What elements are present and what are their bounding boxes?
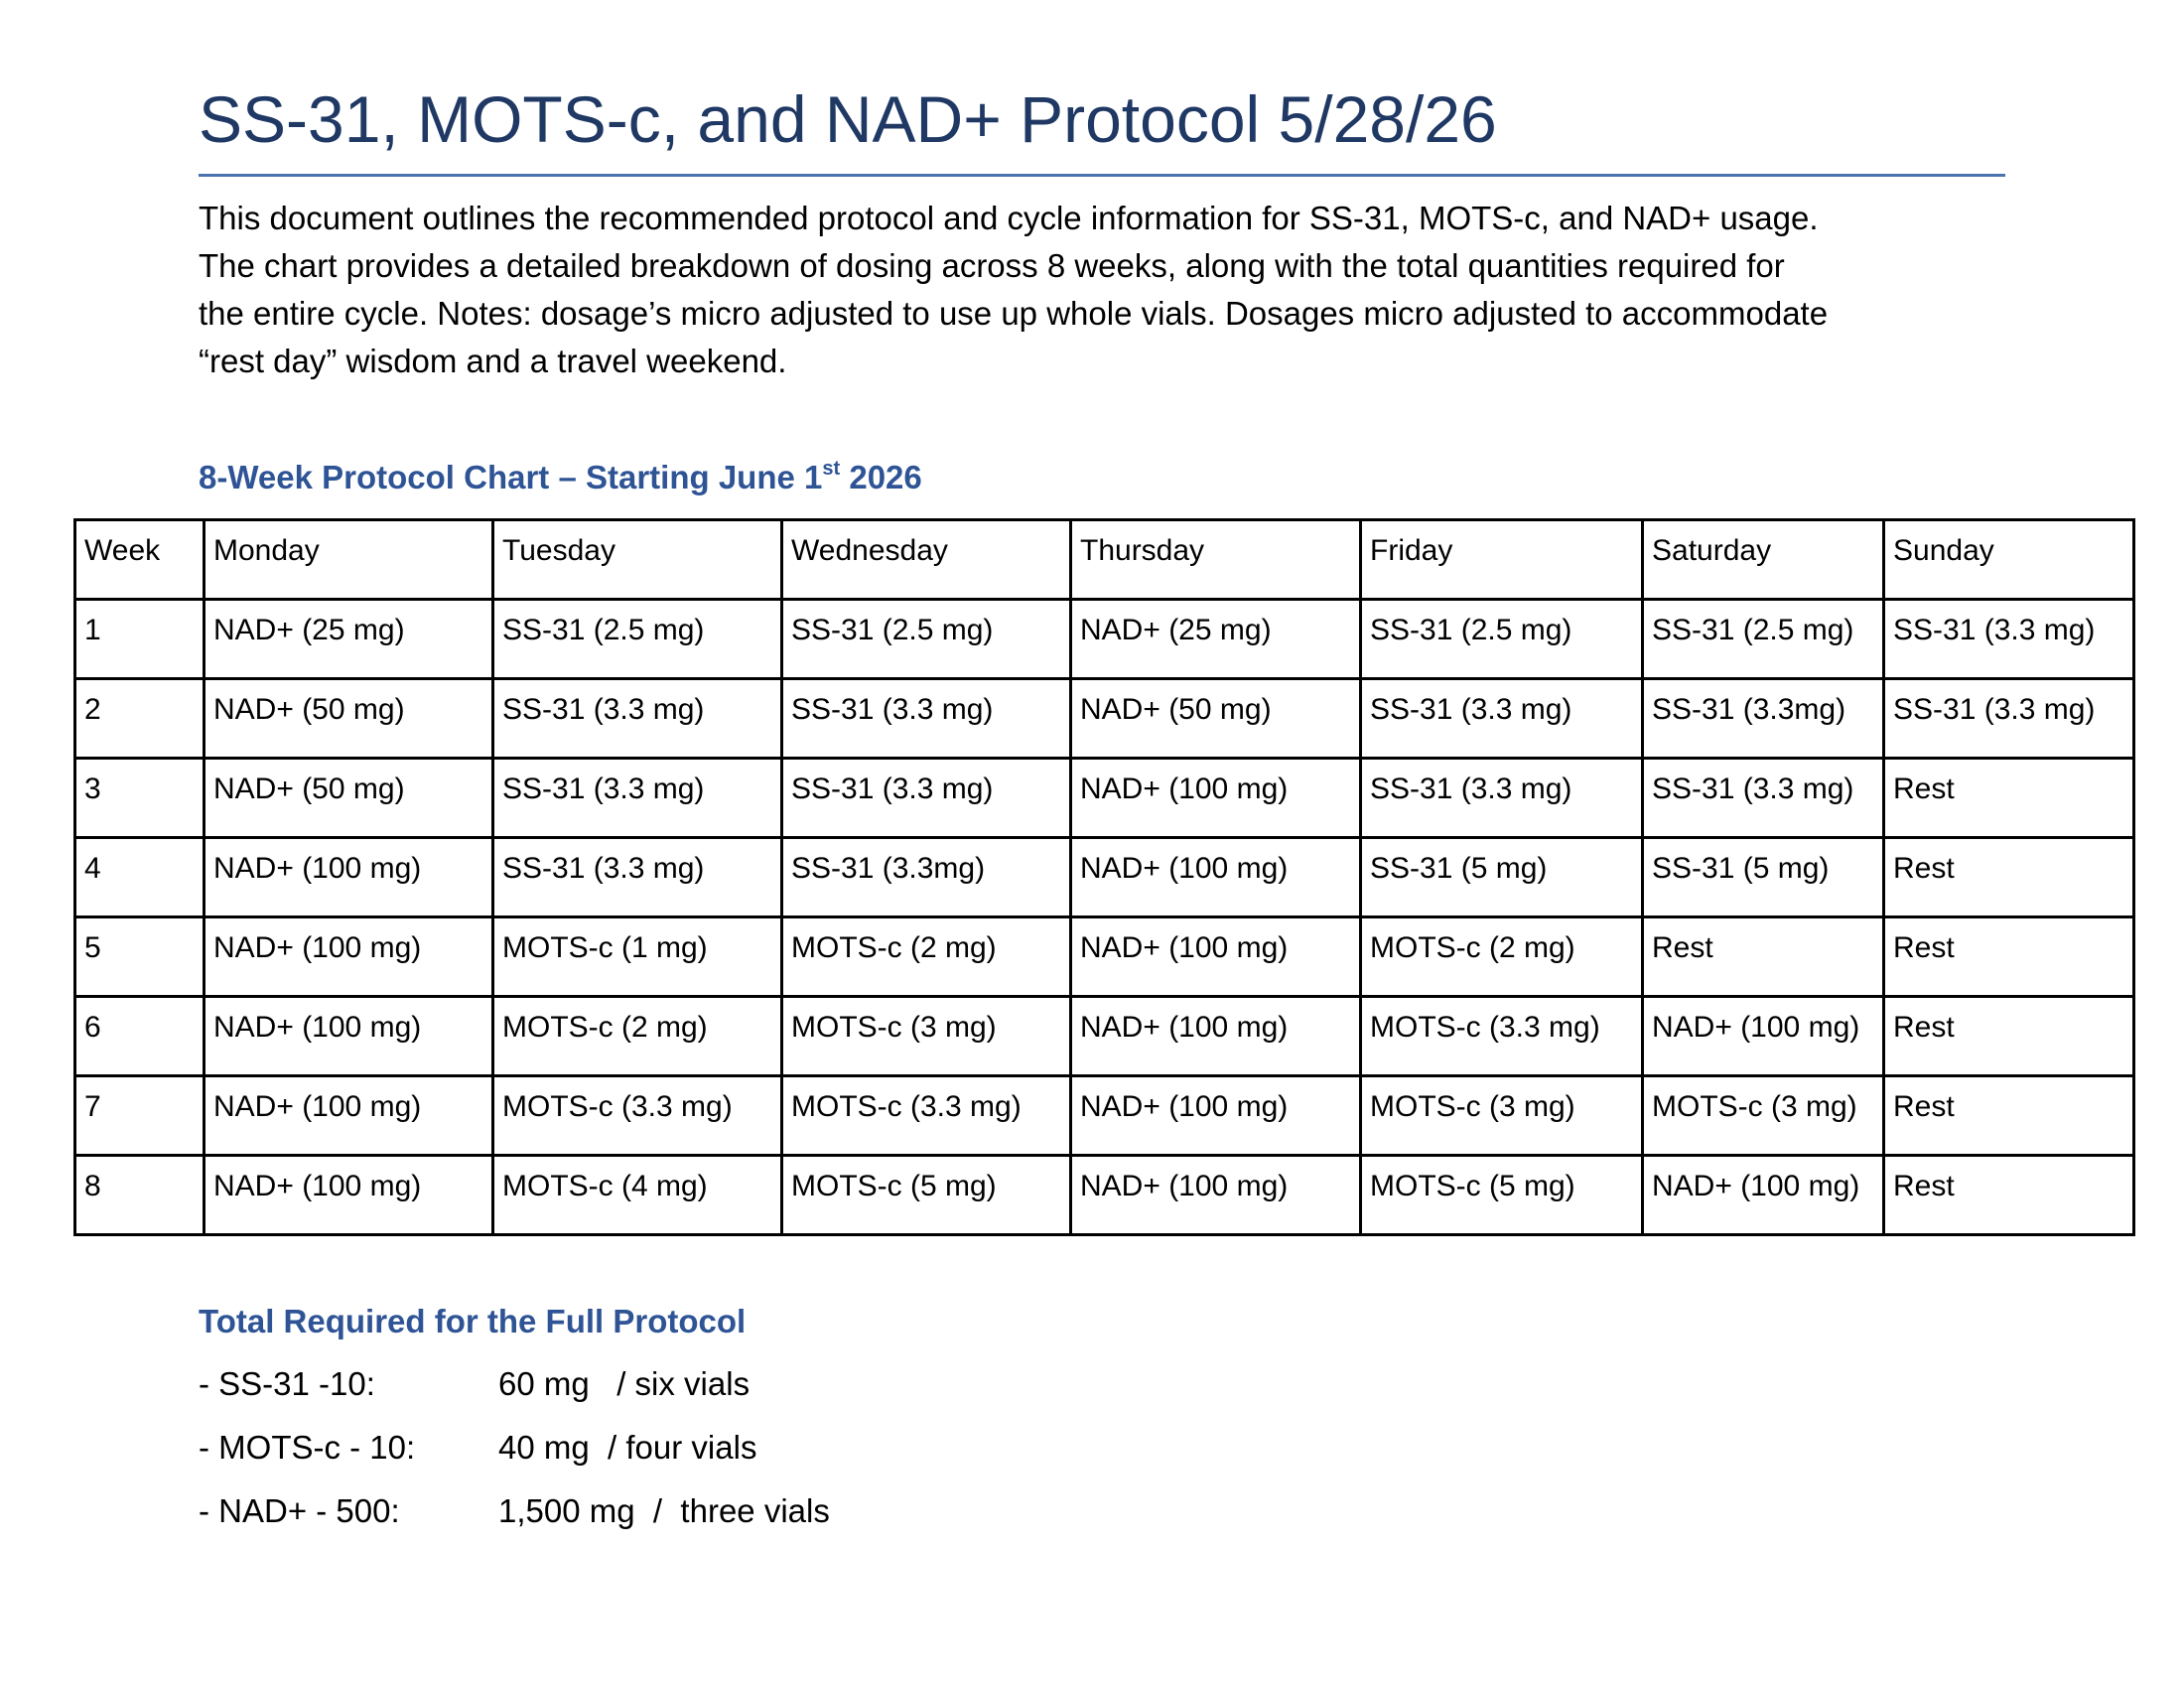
dose-cell: SS-31 (3.3 mg) xyxy=(493,838,782,917)
totals-item-value: 40 mg / four vials xyxy=(498,1429,757,1466)
dose-cell: SS-31 (3.3 mg) xyxy=(493,679,782,759)
dose-cell: SS-31 (3.3 mg) xyxy=(493,759,782,838)
intro-line: the entire cycle. Notes: dosage’s micro adjusted to use up whole vials. Dosages micro adjusted to accommodate xyxy=(199,295,1829,332)
totals-item-label: - SS-31 -10: xyxy=(199,1365,375,1402)
dose-cell: Rest xyxy=(1884,1076,2134,1156)
dose-cell: MOTS-c (1 mg) xyxy=(493,917,782,997)
dose-cell: NAD+ (100 mg) xyxy=(1071,838,1361,917)
dose-cell: NAD+ (50 mg) xyxy=(205,759,493,838)
week-number-cell: 2 xyxy=(75,679,205,759)
dose-cell: MOTS-c (4 mg) xyxy=(493,1156,782,1235)
dose-cell: SS-31 (3.3 mg) xyxy=(1884,600,2134,679)
dose-cell: MOTS-c (2 mg) xyxy=(782,917,1071,997)
dose-cell: NAD+ (25 mg) xyxy=(205,600,493,679)
dose-cell: SS-31 (3.3 mg) xyxy=(1884,679,2134,759)
dose-cell: NAD+ (100 mg) xyxy=(1071,1076,1361,1156)
table-header-cell: Thursday xyxy=(1071,520,1361,600)
dose-cell: NAD+ (50 mg) xyxy=(1071,679,1361,759)
totals-heading: Total Required for the Full Protocol xyxy=(199,1303,747,1339)
table-row xyxy=(75,759,2134,838)
table-row xyxy=(75,997,2134,1076)
dose-cell: NAD+ (100 mg) xyxy=(1071,997,1361,1076)
table-header-cell: Monday xyxy=(205,520,493,600)
dose-cell: NAD+ (100 mg) xyxy=(205,1156,493,1235)
dose-cell: MOTS-c (3.3 mg) xyxy=(1361,997,1643,1076)
chart-heading-text: 8-Week Protocol Chart – Starting June 1 xyxy=(199,459,823,495)
chart-heading xyxy=(199,458,922,497)
table-header-cell: Week xyxy=(75,520,205,600)
dose-cell: NAD+ (100 mg) xyxy=(205,997,493,1076)
dose-cell: Rest xyxy=(1884,917,2134,997)
intro-line: This document outlines the recommended protocol and cycle information for SS-31, MOTS-c, and NAD+ usage. xyxy=(199,200,1819,236)
table-row xyxy=(75,679,2134,759)
dose-cell: SS-31 (3.3mg) xyxy=(782,838,1071,917)
dose-cell: SS-31 (3.3mg) xyxy=(1643,679,1884,759)
dose-cell: MOTS-c (3 mg) xyxy=(782,997,1071,1076)
totals-item-value: 60 mg / six vials xyxy=(498,1365,751,1402)
title-divider xyxy=(199,174,2005,177)
dose-cell: NAD+ (100 mg) xyxy=(205,838,493,917)
table-row xyxy=(75,600,2134,679)
week-number-cell: 3 xyxy=(75,759,205,838)
page-title: SS-31, MOTS-c, and NAD+ Protocol 5/28/26 xyxy=(199,82,1497,156)
dose-cell: Rest xyxy=(1643,917,1884,997)
week-number-cell: 5 xyxy=(75,917,205,997)
dose-cell: SS-31 (3.3 mg) xyxy=(1643,759,1884,838)
dose-cell: NAD+ (100 mg) xyxy=(1643,997,1884,1076)
dose-cell: MOTS-c (2 mg) xyxy=(1361,917,1643,997)
week-number-cell: 4 xyxy=(75,838,205,917)
week-number-cell: 8 xyxy=(75,1156,205,1235)
dose-cell: MOTS-c (3 mg) xyxy=(1361,1076,1643,1156)
dose-cell: SS-31 (2.5 mg) xyxy=(493,600,782,679)
dose-cell: Rest xyxy=(1884,838,2134,917)
table-header-cell: Friday xyxy=(1361,520,1643,600)
totals-item-label: - MOTS-c - 10: xyxy=(199,1429,416,1466)
chart-heading-superscript: st xyxy=(822,458,841,480)
dose-cell: MOTS-c (3.3 mg) xyxy=(782,1076,1071,1156)
table-header-cell: Tuesday xyxy=(493,520,782,600)
dose-cell: NAD+ (100 mg) xyxy=(205,1076,493,1156)
dose-cell: Rest xyxy=(1884,997,2134,1076)
table-row xyxy=(75,1076,2134,1156)
protocol-table xyxy=(73,518,2135,1236)
dose-cell: SS-31 (5 mg) xyxy=(1361,838,1643,917)
dose-cell: NAD+ (100 mg) xyxy=(1071,917,1361,997)
dose-cell: Rest xyxy=(1884,759,2134,838)
week-number-cell: 1 xyxy=(75,600,205,679)
dose-cell: MOTS-c (5 mg) xyxy=(782,1156,1071,1235)
intro-line: “rest day” wisdom and a travel weekend. xyxy=(199,343,787,379)
dose-cell: MOTS-c (2 mg) xyxy=(493,997,782,1076)
table-header-row xyxy=(75,520,2134,600)
table-header-cell: Saturday xyxy=(1643,520,1884,600)
dose-cell: Rest xyxy=(1884,1156,2134,1235)
intro-line: The chart provides a detailed breakdown of dosing across 8 weeks, along with the total quantities required for xyxy=(199,247,1785,284)
dose-cell: SS-31 (2.5 mg) xyxy=(1643,600,1884,679)
table-header-cell: Sunday xyxy=(1884,520,2134,600)
chart-heading-year: 2026 xyxy=(840,459,922,495)
dose-cell: MOTS-c (3.3 mg) xyxy=(493,1076,782,1156)
table-row xyxy=(75,1156,2134,1235)
dose-cell: NAD+ (25 mg) xyxy=(1071,600,1361,679)
dose-cell: NAD+ (100 mg) xyxy=(1071,1156,1361,1235)
protocol-table-body xyxy=(75,520,2134,1235)
totals-item-label: - NAD+ - 500: xyxy=(199,1492,400,1529)
table-row xyxy=(75,838,2134,917)
week-number-cell: 7 xyxy=(75,1076,205,1156)
dose-cell: SS-31 (2.5 mg) xyxy=(782,600,1071,679)
dose-cell: NAD+ (100 mg) xyxy=(1071,759,1361,838)
week-number-cell: 6 xyxy=(75,997,205,1076)
dose-cell: SS-31 (3.3 mg) xyxy=(1361,759,1643,838)
dose-cell: SS-31 (2.5 mg) xyxy=(1361,600,1643,679)
totals-item-value: 1,500 mg / three vials xyxy=(498,1492,830,1529)
intro-paragraph xyxy=(199,195,2015,385)
dose-cell: MOTS-c (3 mg) xyxy=(1643,1076,1884,1156)
table-row xyxy=(75,917,2134,997)
dose-cell: NAD+ (100 mg) xyxy=(1643,1156,1884,1235)
table-header-cell: Wednesday xyxy=(782,520,1071,600)
dose-cell: MOTS-c (5 mg) xyxy=(1361,1156,1643,1235)
dose-cell: SS-31 (3.3 mg) xyxy=(1361,679,1643,759)
dose-cell: NAD+ (50 mg) xyxy=(205,679,493,759)
dose-cell: SS-31 (5 mg) xyxy=(1643,838,1884,917)
dose-cell: SS-31 (3.3 mg) xyxy=(782,759,1071,838)
dose-cell: SS-31 (3.3 mg) xyxy=(782,679,1071,759)
dose-cell: NAD+ (100 mg) xyxy=(205,917,493,997)
